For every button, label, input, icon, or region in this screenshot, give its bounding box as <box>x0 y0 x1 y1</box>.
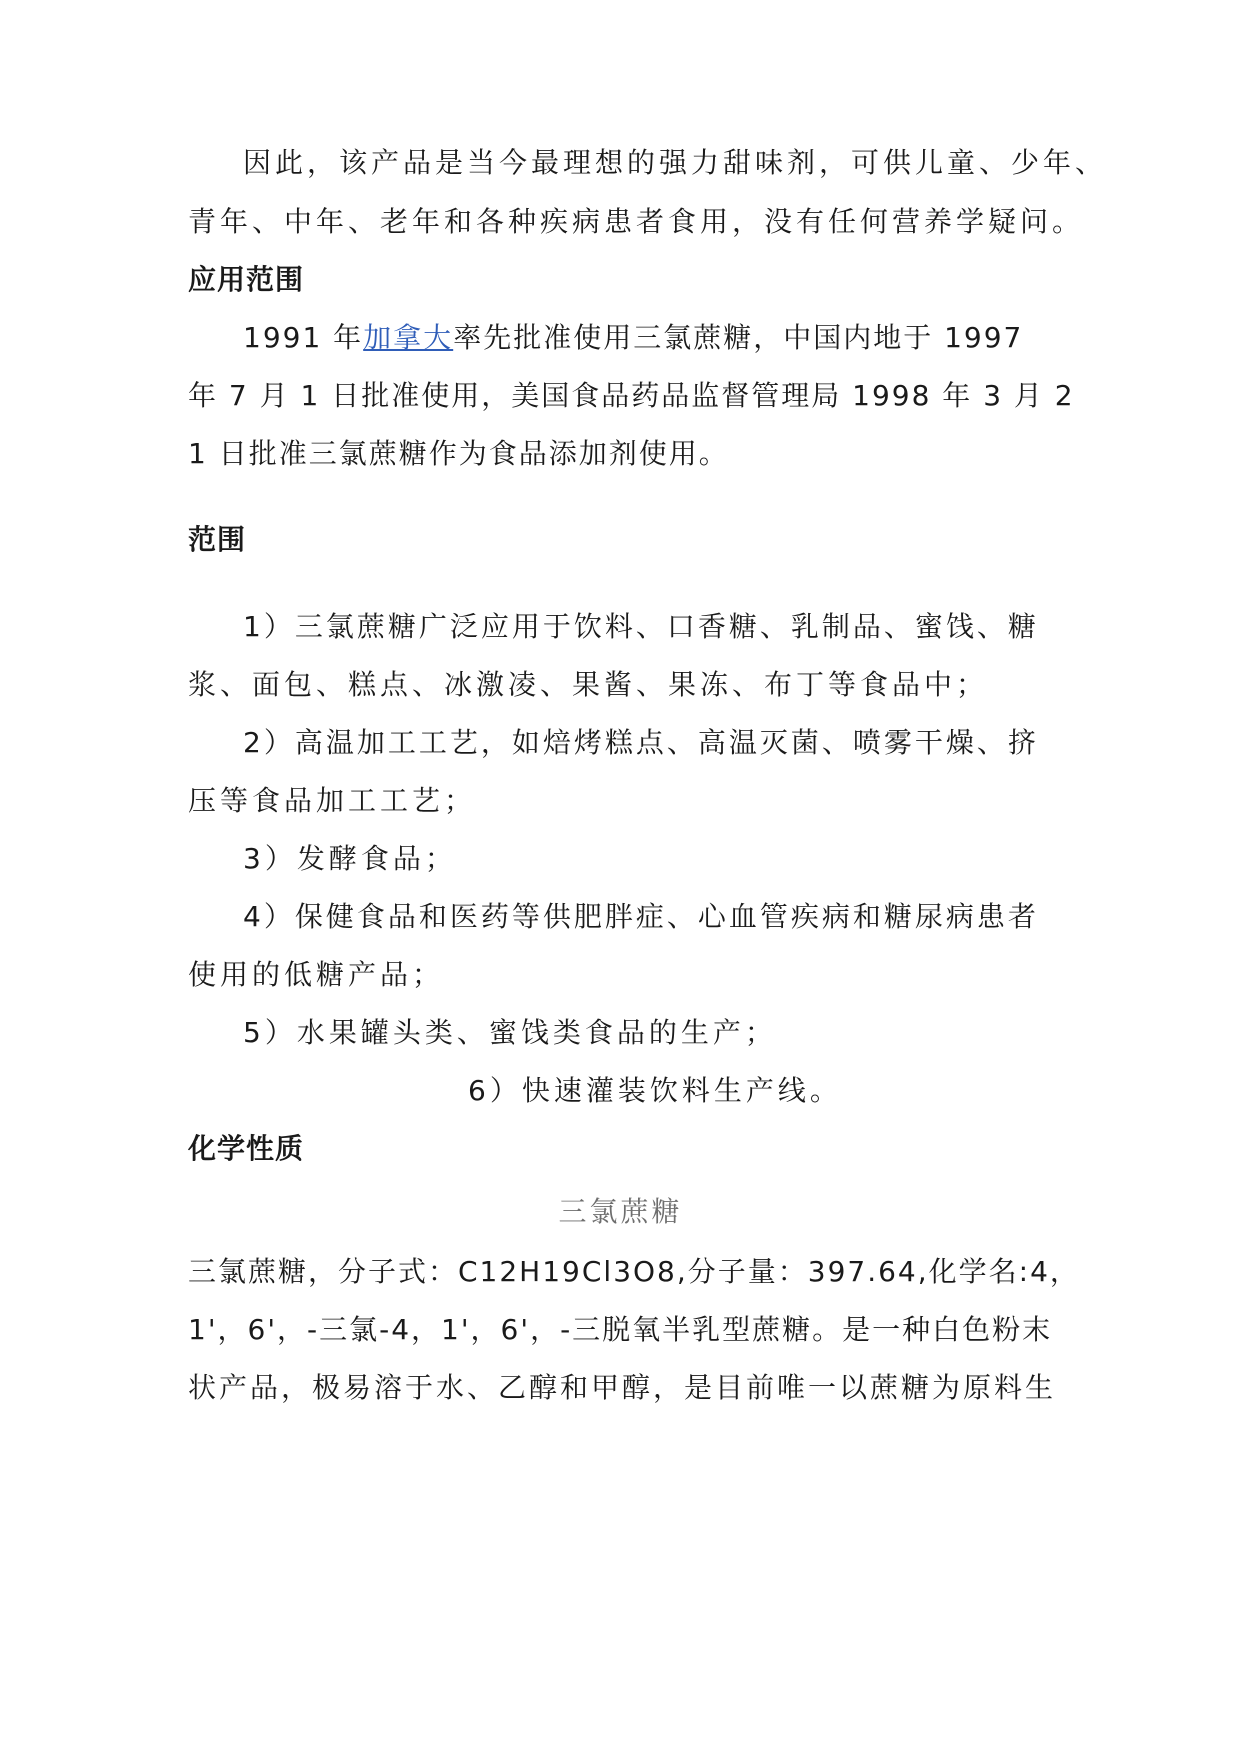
section-heading-chemistry: 化学性质 <box>188 1132 305 1165</box>
image-caption: 三氯蔗糖 <box>558 1195 683 1228</box>
application-paragraph-line: 年 7 月 1 日批准使用，美国食品药品监督管理局 1998 年 3 月 2 <box>188 379 1075 412</box>
scope-list-item-continued: 压等食品加工工艺； <box>188 784 477 817</box>
intro-paragraph-line: 因此，该产品是当今最理想的强力甜味剂，可供儿童、少年、 <box>243 146 1108 179</box>
section-heading-scope: 范围 <box>188 523 247 556</box>
section-heading-application: 应用范围 <box>188 263 305 296</box>
application-text: 1991 年 <box>243 321 364 354</box>
application-text: 率先批准使用三氯蔗糖，中国内地于 1997 <box>453 321 1024 354</box>
intro-paragraph-line: 青年、中年、老年和各种疾病患者食用，没有任何营养学疑问。 <box>188 205 1085 238</box>
scope-list-item-continued: 使用的低糖产品； <box>188 958 445 991</box>
chemistry-paragraph-line: 三氯蔗糖，分子式：C12H19Cl3O8,分子量：397.64,化学名:4， <box>188 1255 1080 1288</box>
chemistry-paragraph-line: 状产品，极易溶于水、乙醇和甲醇，是目前唯一以蔗糖为原料生 <box>188 1371 1057 1404</box>
application-paragraph-line <box>243 318 1023 358</box>
canada-link[interactable]: 加拿大 <box>363 321 454 354</box>
scope-list-item: 1）三氯蔗糖广泛应用于饮料、口香糖、乳制品、蜜饯、糖 <box>243 610 1039 643</box>
scope-list-item: 5）水果罐头类、蜜饯类食品的生产； <box>243 1016 777 1049</box>
application-paragraph-line: 1 日批准三氯蔗糖作为食品添加剂使用。 <box>188 437 729 470</box>
scope-list-item-continued: 浆、面包、糕点、冰激凌、果酱、果冻、布丁等食品中； <box>188 668 989 701</box>
scope-list-item: 2）高温加工工艺，如焙烤糕点、高温灭菌、喷雾干燥、挤 <box>243 726 1039 759</box>
scope-list-item: 3）发酵食品； <box>243 842 457 875</box>
chemistry-paragraph-line: 1'，6'，-三氯-4，1'，6'，-三脱氧半乳型蔗糖。是一种白色粉末 <box>188 1313 1053 1346</box>
scope-list-item: 6）快速灌装饮料生产线。 <box>468 1074 842 1107</box>
scope-list-item: 4）保健食品和医药等供肥胖症、心血管疾病和糖尿病患者 <box>243 900 1039 933</box>
